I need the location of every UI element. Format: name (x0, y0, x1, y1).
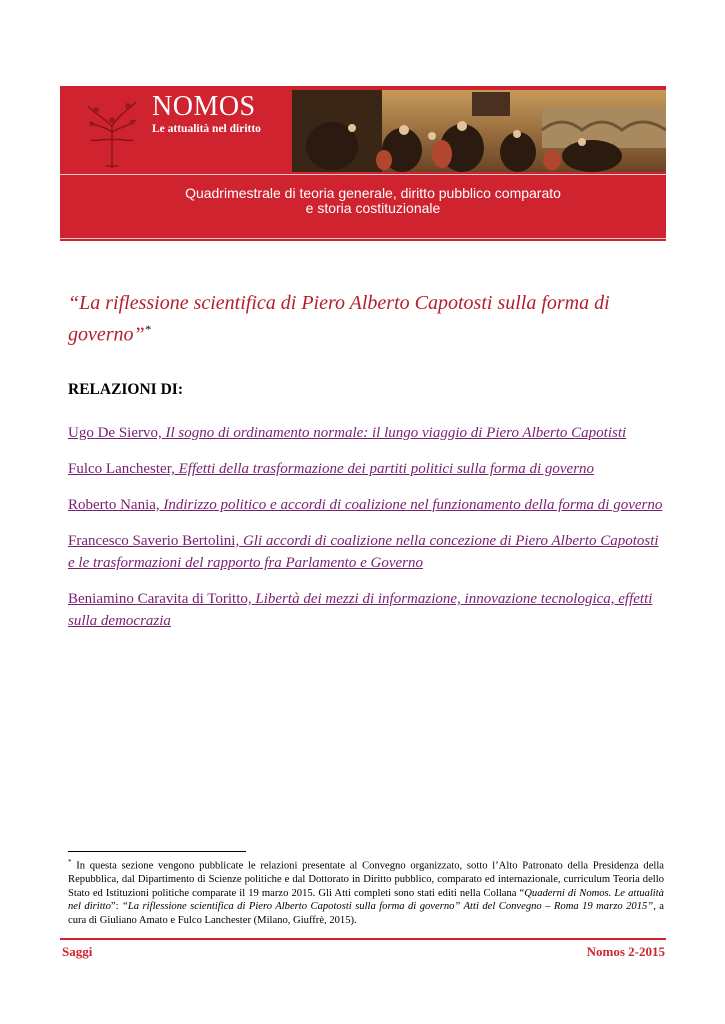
report-author: Fulco Lanchester, (68, 461, 175, 477)
footer-section-label: Saggi (62, 944, 93, 959)
footnote-text-b: ”: (110, 901, 123, 913)
title-footnote-mark: * (144, 322, 151, 336)
footnote-series-title: Quaderni di Nomos. Le attualità nel diritto (68, 887, 664, 913)
footnote-text-a: In questa sezione vengono pubblicate le relazioni presentate al Convegno organizzato, sotto l’Alto Patronato della Presidenza della Repubblica, dal Dipartimento di Scienze politiche e dal Dottorato in Diritto pubblico, comparato ed internazionale, curriculum Teoria dello Stato ed Istituzioni politiche comparate il 19 marzo 2015. Gli Atti completi sono stati editi nella Collana “ (68, 860, 664, 899)
report-title: Effetti della trasformazione dei partiti politici sulla forma di governo (178, 461, 595, 477)
report-author: Roberto Nania, (68, 497, 160, 513)
brand-subtitle: Le attualità nel diritto (152, 123, 261, 135)
report-author: Francesco Saverio Bertolini, (68, 533, 240, 549)
footnote-text-c: , a cura di Giuliano Amato e Fulco Lanchester (Milano, Giuffrè, 2015). (68, 901, 664, 926)
footnote-mark: * (68, 858, 72, 866)
report-author: Beniamino Caravita di Toritto, (68, 591, 252, 607)
banner-bottom-rule (60, 238, 666, 239)
document-title-text: “La riflessione scientifica di Piero Alberto Capotosti sulla forma di governo” (68, 292, 610, 346)
report-link[interactable] (68, 458, 668, 480)
reports-list (68, 422, 668, 646)
footer-rule (60, 938, 666, 940)
footnote-volume-title: “La riflessione scientifica di Piero Alberto Capotosti sulla forma di governo” Atti del Convegno – Roma 19 marzo 2015” (122, 901, 654, 913)
footnote-separator (68, 851, 246, 852)
document-title (68, 290, 668, 348)
banner-divider (60, 174, 666, 175)
footnote (68, 856, 664, 927)
historical-painting-image (292, 90, 666, 172)
report-link[interactable] (68, 422, 668, 444)
tagline-line-1: Quadrimestrale di teoria generale, diritto pubblico comparato (185, 185, 561, 201)
footer-issue-label: Nomos 2-2015 (586, 944, 665, 959)
section-heading: RELAZIONI DI: (68, 381, 183, 398)
brand-name: NOMOS (152, 91, 256, 122)
report-title: Gli accordi di coalizione nella concezione di Piero Alberto Capotosti e le trasformazioni del rapporto fra Parlamento e Governo (68, 533, 659, 571)
report-title: Indirizzo politico e accordi di coalizione nel funzionamento della forma di governo (163, 497, 663, 513)
report-link[interactable] (68, 494, 668, 516)
banner-tagline (60, 186, 666, 216)
tagline-line-2: e storia costituzionale (305, 200, 441, 216)
report-title: Libertà dei mezzi di informazione, innovazione tecnologica, effetti sulla democrazia (68, 591, 653, 629)
report-title: Il sogno di ordinamento normale: il lungo viaggio di Piero Alberto Capotisti (165, 425, 627, 441)
report-link[interactable] (68, 588, 668, 632)
report-author: Ugo De Siervo, (68, 425, 162, 441)
nomos-emblem-logo (82, 96, 142, 170)
report-link[interactable] (68, 530, 668, 574)
header-banner (60, 86, 666, 241)
